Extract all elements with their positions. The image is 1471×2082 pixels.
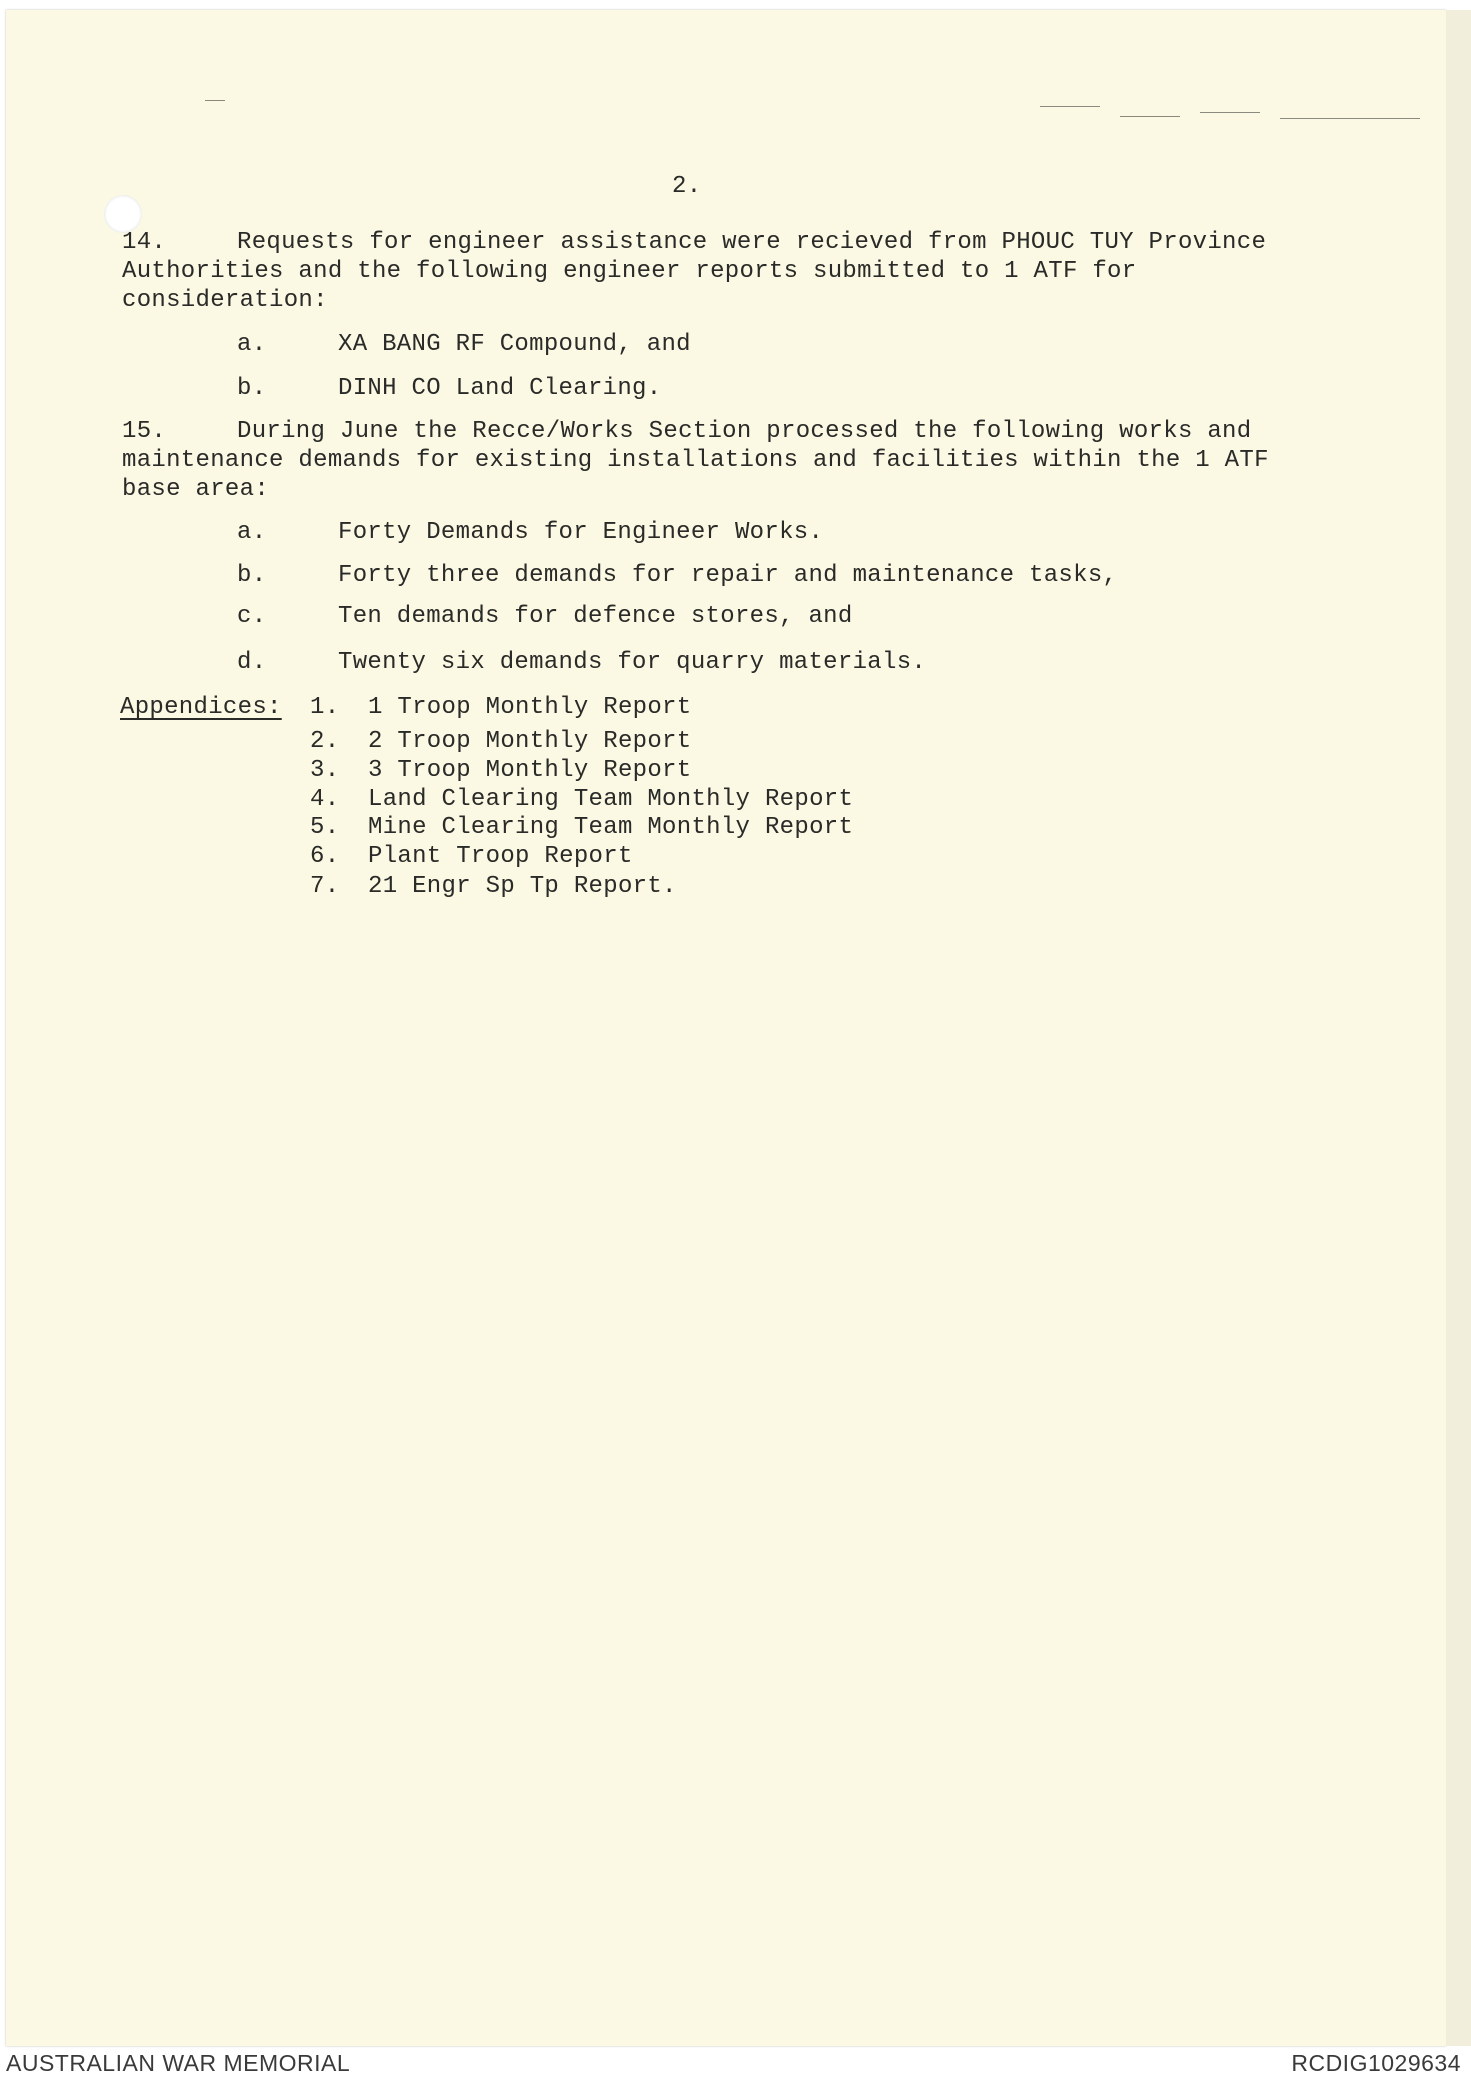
para15-item-label: a. — [237, 519, 267, 546]
page-number: 2. — [672, 173, 702, 200]
para14-line: Authorities and the following engineer reports submitted to 1 ATF for — [122, 258, 1137, 285]
appendix-text: 21 Engr Sp Tp Report. — [368, 873, 677, 900]
appendix-text: Land Clearing Team Monthly Report — [368, 786, 854, 813]
para15-item-label: c. — [237, 603, 267, 630]
para15-line: base area: — [122, 476, 270, 503]
footer-record-id: RCDIG1029634 — [1291, 2050, 1461, 2076]
appendix-label: 5. — [310, 814, 340, 841]
appendix-text: Plant Troop Report — [368, 843, 633, 870]
para14-item-text: XA BANG RF Compound, and — [338, 331, 691, 358]
para14-item-text: DINH CO Land Clearing. — [338, 375, 662, 402]
para14-item-label: b. — [237, 375, 267, 402]
appendix-label: 3. — [310, 757, 340, 784]
para15-item-label: b. — [237, 562, 267, 589]
appendix-text: Mine Clearing Team Monthly Report — [368, 814, 854, 841]
appendix-text: 1 Troop Monthly Report — [368, 694, 692, 721]
para14-number: 14. — [122, 229, 167, 256]
appendices-heading: Appendices: — [120, 694, 282, 721]
footer-source: AUSTRALIAN WAR MEMORIAL — [6, 2050, 351, 2076]
para15-item-text: Forty Demands for Engineer Works. — [338, 519, 824, 546]
para14-item-label: a. — [237, 331, 267, 358]
para15-item-text: Forty three demands for repair and maintenance tasks, — [338, 562, 1118, 589]
para15-number: 15. — [122, 418, 167, 445]
appendix-label: 6. — [310, 843, 340, 870]
appendix-text: 2 Troop Monthly Report — [368, 728, 692, 755]
para15-item-text: Ten demands for defence stores, and — [338, 603, 853, 630]
para14-line: consideration: — [122, 287, 328, 314]
appendix-text: 3 Troop Monthly Report — [368, 757, 692, 784]
para15-item-label: d. — [237, 649, 267, 676]
appendix-label: 1. — [310, 694, 340, 721]
appendix-label: 7. — [310, 873, 340, 900]
para15-line: maintenance demands for existing installations and facilities within the 1 ATF — [122, 447, 1269, 474]
appendix-label: 2. — [310, 728, 340, 755]
para14-line: Requests for engineer assistance were recieved from PHOUC TUY Province — [237, 229, 1267, 256]
para15-item-text: Twenty six demands for quarry materials. — [338, 649, 927, 676]
para15-line: During June the Recce/Works Section processed the following works and — [237, 418, 1252, 445]
appendix-label: 4. — [310, 786, 340, 813]
